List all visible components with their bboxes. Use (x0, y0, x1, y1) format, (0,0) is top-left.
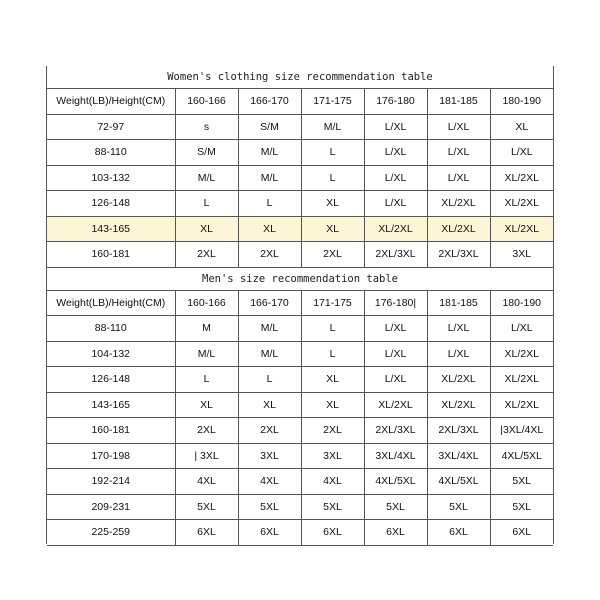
men-size-cell: 6XL (238, 520, 301, 546)
men-size-cell: 3XL (238, 443, 301, 469)
men-size-cell: XL/2XL (490, 341, 553, 367)
women-size-cell: XL (301, 191, 364, 217)
men-size-cell: 6XL (175, 520, 238, 546)
women-weight-cell: 103-132 (47, 165, 175, 191)
women-weight-cell: 88-110 (47, 140, 175, 166)
men-size-cell: 6XL (364, 520, 427, 546)
men-size-cell: L (238, 367, 301, 393)
women-size-cell: L/XL (364, 191, 427, 217)
men-weight-cell: 104-132 (47, 341, 175, 367)
men-size-cell: 5XL (490, 469, 553, 495)
men-size-cell: XL (175, 392, 238, 418)
men-size-cell: 2XL (301, 418, 364, 444)
men-size-cell: 4XL/5XL (364, 469, 427, 495)
women-size-cell: L/XL (364, 140, 427, 166)
women-size-cell: XL (238, 216, 301, 242)
men-weight-cell: 160-181 (47, 418, 175, 444)
women-size-cell: 2XL/3XL (364, 242, 427, 268)
women-header-cell: 171-175 (301, 89, 364, 114)
women-table-row (47, 114, 553, 140)
women-header-cell: 181-185 (427, 89, 490, 114)
women-size-cell: XL (490, 114, 553, 140)
men-size-cell: XL/2XL (364, 392, 427, 418)
men-size-cell: L/XL (364, 341, 427, 367)
women-header-cell: 160-166 (175, 89, 238, 114)
men-weight-cell: 143-165 (47, 392, 175, 418)
women-size-cell: L (175, 191, 238, 217)
men-weight-cell: 126-148 (47, 367, 175, 393)
women-size-cell: XL (301, 216, 364, 242)
women-size-cell: XL/2XL (490, 216, 553, 242)
men-weight-cell: 192-214 (47, 469, 175, 495)
women-size-cell: L/XL (427, 114, 490, 140)
women-header-cell: 180-190 (490, 89, 553, 114)
women-header-row (47, 89, 553, 114)
women-size-cell: L/XL (364, 114, 427, 140)
women-table-row (47, 165, 553, 191)
men-table-row (47, 418, 553, 444)
men-size-cell: XL (238, 392, 301, 418)
men-size-cell: |3XL/4XL (490, 418, 553, 444)
men-size-cell: 4XL (238, 469, 301, 495)
women-weight-cell: 126-148 (47, 191, 175, 217)
men-header-cell: 176-180| (364, 291, 427, 316)
men-size-cell: 4XL/5XL (427, 469, 490, 495)
women-size-cell: XL/2XL (364, 216, 427, 242)
women-size-cell: M/L (175, 165, 238, 191)
women-header-cell: 166-170 (238, 89, 301, 114)
men-size-cell: 5XL (301, 494, 364, 520)
men-header-cell: 166-170 (238, 291, 301, 316)
women-size-cell: XL/2XL (490, 165, 553, 191)
men-table-title: Men's size recommendation table (47, 268, 553, 291)
women-table-row (47, 191, 553, 217)
men-table-row (47, 392, 553, 418)
men-size-cell: 5XL (490, 494, 553, 520)
men-size-cell: 5XL (238, 494, 301, 520)
women-size-cell: L (238, 191, 301, 217)
men-header-cell: Weight(LB)/Height(CM) (47, 291, 175, 316)
men-size-cell: 6XL (301, 520, 364, 546)
men-table-row (47, 469, 553, 495)
women-size-cell: L/XL (427, 165, 490, 191)
women-size-cell: L/XL (364, 165, 427, 191)
men-size-cell: 6XL (427, 520, 490, 546)
women-size-cell: XL/2XL (427, 216, 490, 242)
men-size-cell: M (175, 316, 238, 342)
men-weight-cell: 225-259 (47, 520, 175, 546)
women-table-row (47, 140, 553, 166)
women-size-cell: S/M (238, 114, 301, 140)
men-size-cell: XL/2XL (427, 367, 490, 393)
men-size-cell: 6XL (490, 520, 553, 546)
women-size-cell: XL (175, 216, 238, 242)
men-size-cell: 4XL (175, 469, 238, 495)
men-size-cell: 2XL/3XL (364, 418, 427, 444)
men-size-cell: L/XL (364, 316, 427, 342)
men-size-cell: L/XL (427, 316, 490, 342)
men-weight-cell: 209-231 (47, 494, 175, 520)
men-size-cell: M/L (175, 341, 238, 367)
women-table-row (47, 242, 553, 268)
men-header-cell: 171-175 (301, 291, 364, 316)
women-size-cell: 2XL (301, 242, 364, 268)
women-size-cell: S/M (175, 140, 238, 166)
women-weight-cell: 143-165 (47, 216, 175, 242)
women-size-table (47, 89, 553, 268)
men-size-cell: 4XL (301, 469, 364, 495)
men-size-cell: L (301, 341, 364, 367)
women-size-cell: s (175, 114, 238, 140)
women-header-cell: 176-180 (364, 89, 427, 114)
men-size-cell: 2XL (175, 418, 238, 444)
women-size-cell: M/L (238, 140, 301, 166)
men-size-cell: XL/2XL (490, 367, 553, 393)
women-size-cell: XL/2XL (490, 191, 553, 217)
women-table-row (47, 216, 553, 242)
men-size-cell: | 3XL (175, 443, 238, 469)
men-weight-cell: 88-110 (47, 316, 175, 342)
men-weight-cell: 170-198 (47, 443, 175, 469)
men-size-cell: M/L (238, 341, 301, 367)
men-table-row (47, 520, 553, 546)
women-size-cell: M/L (301, 114, 364, 140)
men-size-cell: 5XL (364, 494, 427, 520)
men-size-cell: 3XL/4XL (364, 443, 427, 469)
men-table-row (47, 341, 553, 367)
women-size-cell: M/L (238, 165, 301, 191)
men-size-cell: 2XL/3XL (427, 418, 490, 444)
men-size-cell: L/XL (490, 316, 553, 342)
women-size-cell: XL/2XL (427, 191, 490, 217)
men-table-row (47, 367, 553, 393)
men-size-cell: L/XL (427, 341, 490, 367)
men-size-table (47, 291, 553, 546)
men-size-cell: XL/2XL (427, 392, 490, 418)
men-size-cell: 2XL (238, 418, 301, 444)
women-weight-cell: 160-181 (47, 242, 175, 268)
men-header-row (47, 291, 553, 316)
women-size-cell: L/XL (427, 140, 490, 166)
women-weight-cell: 72-97 (47, 114, 175, 140)
women-size-cell: L (301, 140, 364, 166)
women-size-cell: 2XL/3XL (427, 242, 490, 268)
men-size-cell: 3XL/4XL (427, 443, 490, 469)
men-header-cell: 160-166 (175, 291, 238, 316)
men-size-cell: L (175, 367, 238, 393)
men-size-cell: XL/2XL (490, 392, 553, 418)
women-size-cell: 2XL (238, 242, 301, 268)
women-size-cell: L/XL (490, 140, 553, 166)
men-header-cell: 181-185 (427, 291, 490, 316)
size-chart-frame (46, 66, 554, 544)
men-size-cell: M/L (238, 316, 301, 342)
men-size-cell: L (301, 316, 364, 342)
men-header-cell: 180-190 (490, 291, 553, 316)
men-size-cell: 3XL (301, 443, 364, 469)
men-size-cell: 5XL (427, 494, 490, 520)
men-size-cell: L/XL (364, 367, 427, 393)
women-size-cell: 2XL (175, 242, 238, 268)
men-table-row (47, 443, 553, 469)
men-size-cell: XL (301, 392, 364, 418)
men-table-row (47, 316, 553, 342)
men-table-row (47, 494, 553, 520)
men-size-cell: 5XL (175, 494, 238, 520)
women-size-cell: 3XL (490, 242, 553, 268)
women-size-cell: L (301, 165, 364, 191)
men-size-cell: XL (301, 367, 364, 393)
women-header-cell: Weight(LB)/Height(CM) (47, 89, 175, 114)
men-size-cell: 4XL/5XL (490, 443, 553, 469)
women-table-title: Women's clothing size recommendation table (47, 66, 553, 89)
